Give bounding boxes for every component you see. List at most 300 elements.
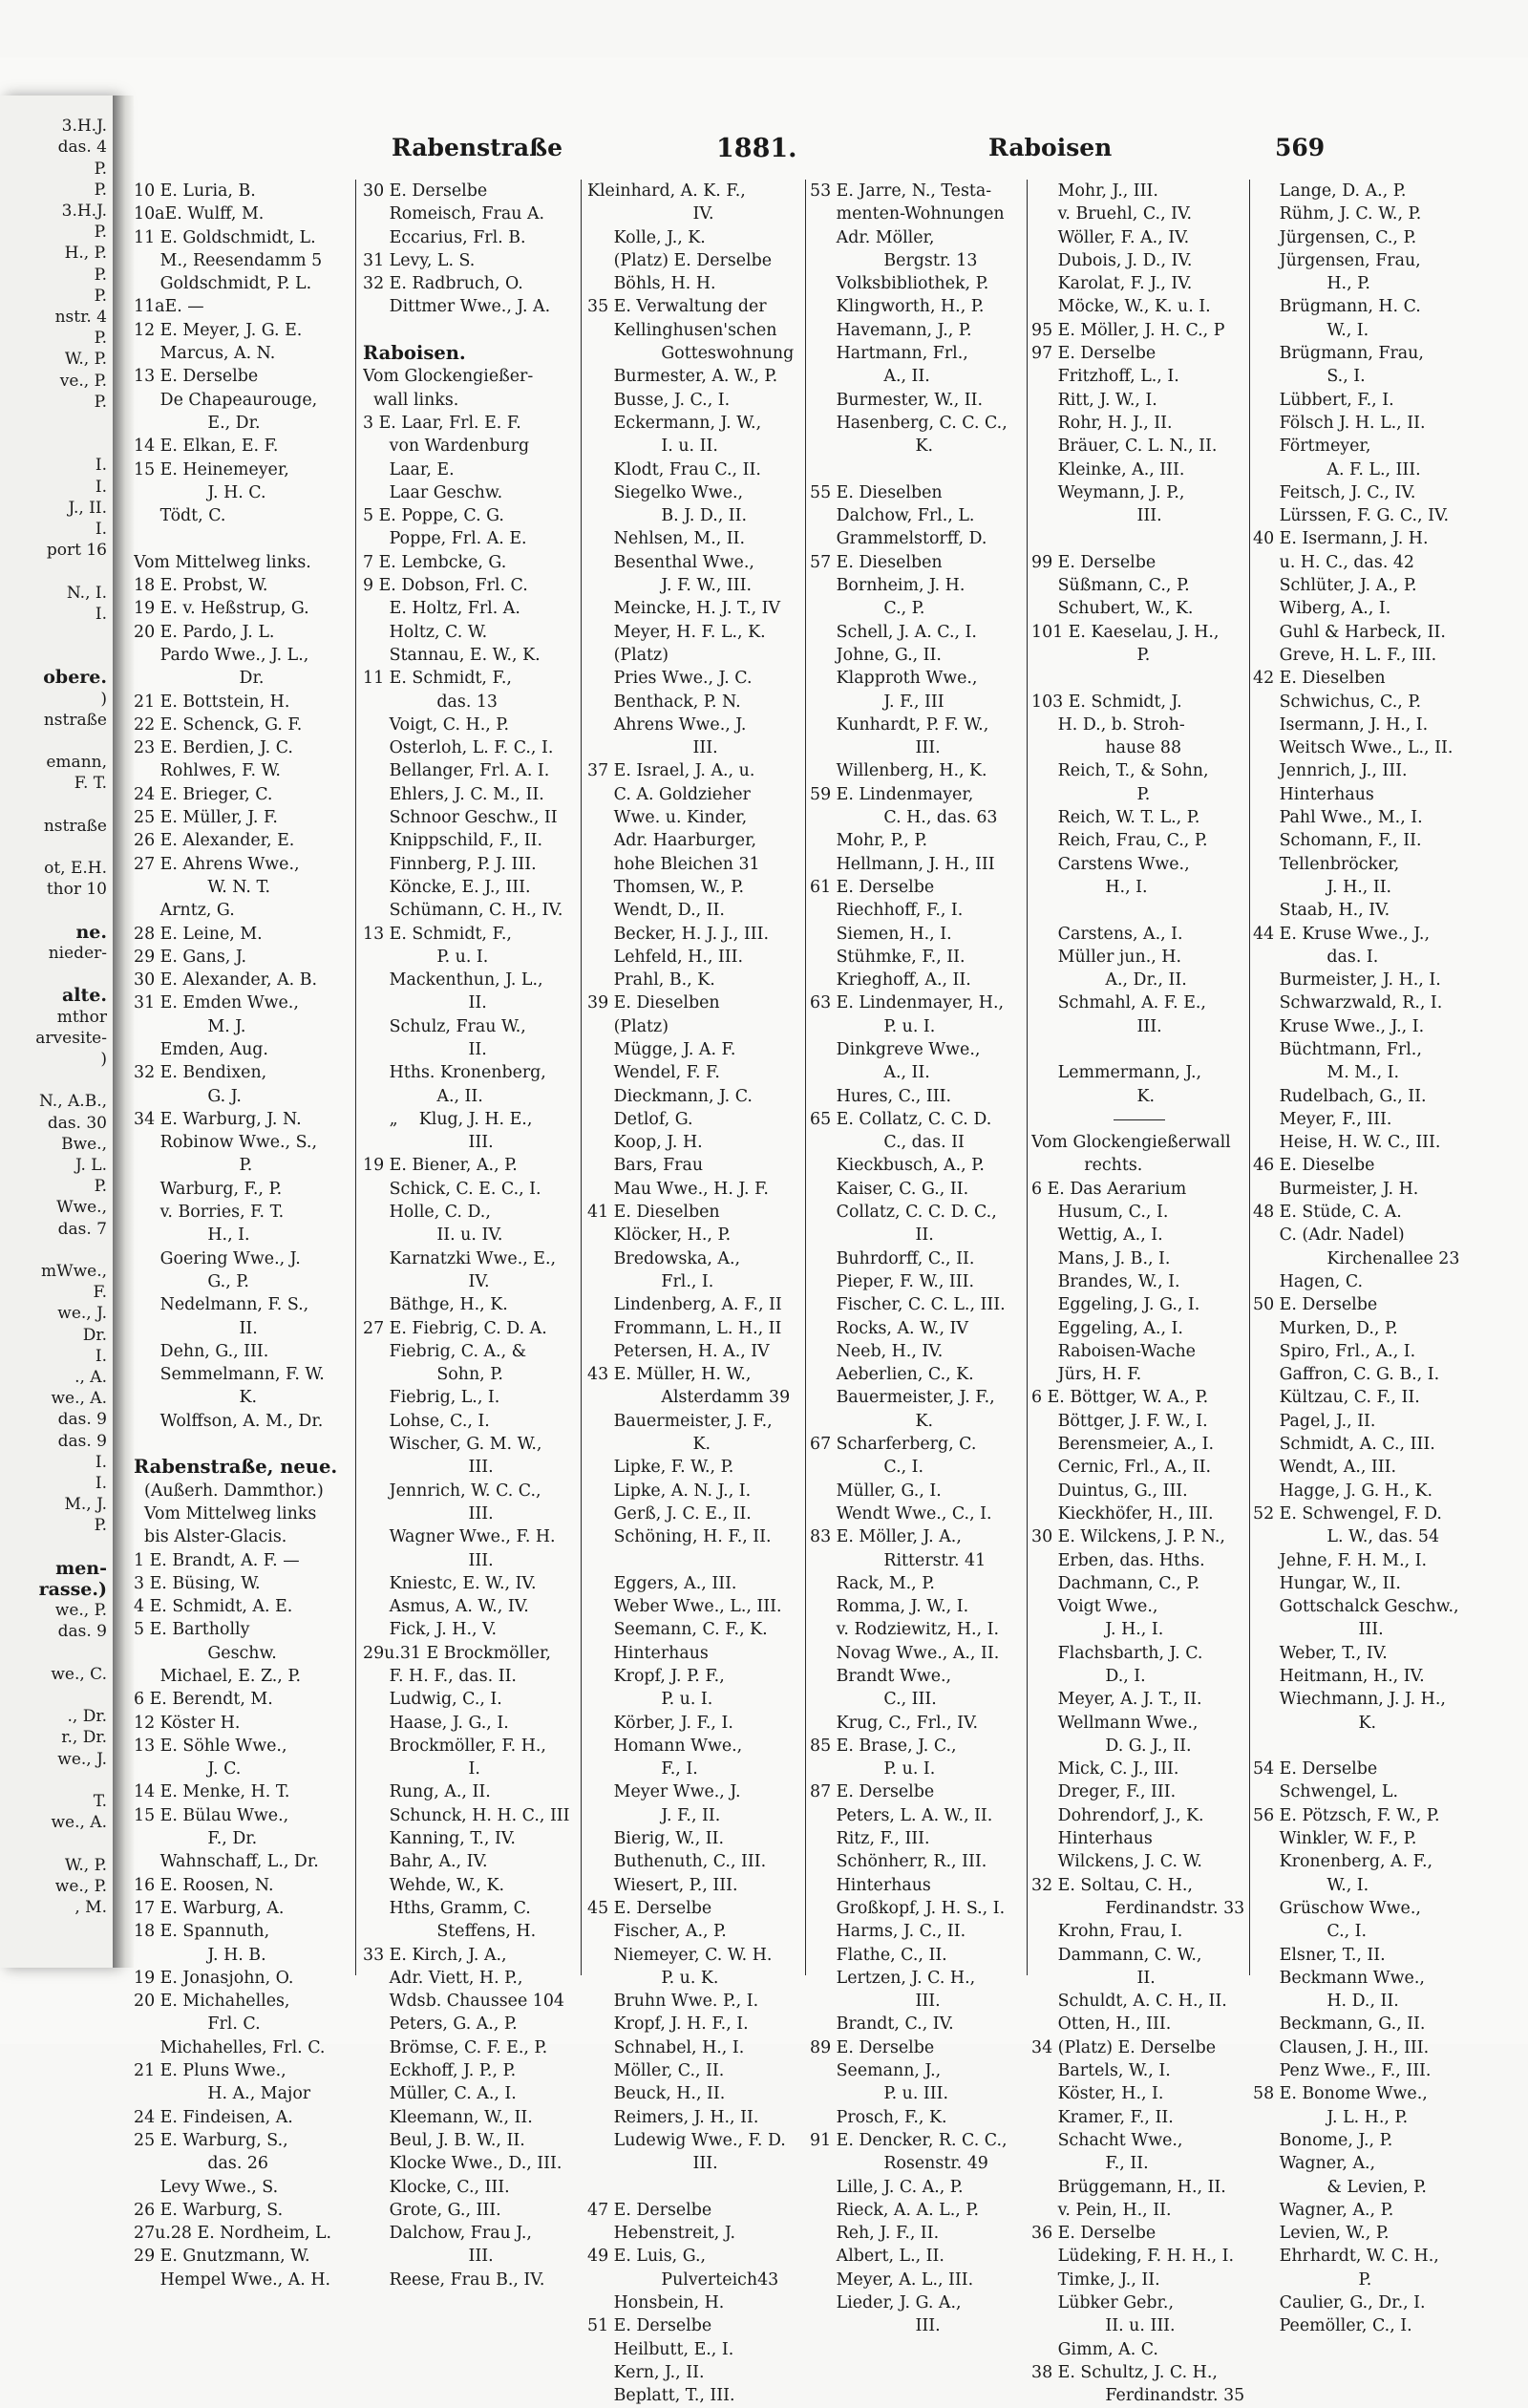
directory-entry: Hungar, W., II. [1253,1573,1401,1593]
prev-page-line: mthor [56,1007,107,1027]
directory-entry: L. W., das. 54 [1253,1527,1440,1547]
column-divider [1027,180,1028,1975]
directory-entry: Bartels, W., I. [1031,2061,1171,2081]
directory-entry: Reich, W. T. L., P. [1031,808,1200,828]
directory-entry: 10 E. Luria, B. [134,181,256,201]
directory-entry: Kellinghusen'schen [587,320,777,340]
directory-entry: Knippschild, F., II. [363,831,543,851]
directory-entry: Murken, D., P. [1253,1318,1398,1338]
directory-entry: Eggeling, J. G., I. [1031,1295,1200,1315]
directory-entry: A., II. [363,1086,483,1106]
directory-entry: Schmahl, A. F. E., [1031,993,1206,1013]
blank-line [1031,1038,1246,1061]
directory-entry: Dehn, G., III. [134,1341,269,1361]
directory-entry: Laar Geschw. [363,482,503,502]
directory-entry: Schulz, Frau W., [363,1016,526,1036]
directory-entry: Finnberg, P. J. III. [363,854,537,874]
directory-entry: Koop, J. H. [587,1133,703,1153]
directory-entry: Krohn, Frau, I. [1031,1922,1183,1942]
directory-entry: Holle, C. D., [363,1203,491,1223]
directory-entry: III. [810,738,941,758]
directory-entry: Reich, Frau, C., P. [1031,831,1208,851]
directory-entry: Buhrdorff, C., II. [810,1248,975,1268]
prev-page-line: we., P. [54,1601,107,1621]
directory-entry: Spiro, Frl., A., I. [1253,1341,1416,1361]
directory-entry: A., II. [810,367,930,387]
directory-entry: Berensmeier, A., I. [1031,1435,1215,1455]
directory-entry: „ Klug, J. H. E., [363,1109,533,1129]
directory-entry: von Wardenburg [363,437,530,457]
directory-entry: Greve, H. L. F., III. [1253,645,1437,665]
directory-entry: Schwarzwald, R., I. [1253,993,1443,1013]
section-heading: Raboisen. [363,342,466,365]
directory-entry: v. Rodziewitz, H., I. [810,1620,999,1640]
directory-entry: 50 E. Derselbe [1253,1295,1378,1315]
directory-entry: Beplatt, T., III. [587,2386,735,2406]
directory-entry: Novag Wwe., A., II. [810,1643,1000,1663]
directory-entry: Jennrich, J., III. [1253,761,1408,781]
directory-entry: P. u. I. [810,1759,936,1779]
prev-page-line: W., P. [64,350,107,370]
directory-entry: Gottschalck Geschw., [1253,1597,1459,1617]
directory-entry: 31 E. Emden Wwe., [134,993,299,1013]
directory-entry: Arntz, G. [134,901,235,921]
prev-page-line: Wwe., [56,1198,107,1218]
directory-entry: Flathe, C., II. [810,1945,947,1965]
directory-entry: Köncke, E. J., III. [363,877,531,897]
directory-entry: Köster, H., I. [1031,2084,1164,2104]
directory-entry: Wöller, F. A., IV. [1031,227,1190,247]
directory-entry: Fick, J. H., V. [363,1620,498,1640]
directory-entry: 7 E. Lembcke, G. [363,552,507,572]
directory-entry: J. F., III [810,692,944,712]
prev-page-line: M., J. [64,1495,107,1515]
directory-entry: Dittmer Wwe., J. A. [363,297,551,317]
directory-entry: 55 E. Dieselben [810,482,943,502]
directory-entry: Wagner, A., [1253,2154,1376,2174]
previous-page-edge [0,96,116,1968]
directory-entry: Haase, J. G., I. [363,1713,509,1733]
directory-entry: Robinow Wwe., S., [134,1133,317,1153]
directory-entry: 6 E. Berendt, M. [134,1690,273,1710]
prev-page-line: I. [95,604,107,624]
directory-entry: Klodt, Frau C., II. [587,459,761,479]
header-year: 1881. [716,134,797,163]
directory-entry: Feitsch, J. C., IV. [1253,482,1416,502]
column-3 [587,180,802,2408]
prev-page-line: F. T. [74,774,107,794]
directory-entry: Bellanger, Frl. A. I. [363,761,550,781]
directory-entry: 10aE. Wulff, M. [134,204,265,224]
directory-entry: Reich, T., & Sohn, [1031,761,1209,781]
directory-entry: Gotteswohnung [587,344,795,364]
directory-entry: F., I. [587,1759,698,1779]
directory-entry: Eggeling, A., I. [1031,1318,1183,1338]
directory-entry: Schönherr, R., III. [810,1852,987,1872]
directory-entry: Kern, J., II. [587,2362,705,2382]
directory-entry: Müller, G., I. [810,1481,942,1501]
directory-entry: Peters, L. A. W., II. [810,1805,993,1825]
directory-entry: Weber, T., IV. [1253,1643,1388,1663]
directory-entry: A., II. [810,1063,930,1083]
directory-entry: wall links. [363,390,459,410]
directory-entry: Kaiser, C. G., II. [810,1179,969,1199]
directory-entry: Alsterdamm 39 [587,1388,791,1408]
directory-entry: P. u. K. [587,1968,719,1988]
directory-entry: II. [363,993,487,1013]
directory-entry: Hths, Gramm, C. [363,1898,531,1918]
prev-page-line: I. [95,1452,107,1472]
directory-entry: J. H. B. [134,1945,266,1965]
directory-entry: 61 E. Derselbe [810,877,935,897]
directory-entry: Husum, C., I. [1031,1203,1169,1223]
directory-entry: 65 E. Collatz, C. C. D. [810,1109,992,1129]
prev-page-line: we., J. [57,1304,107,1324]
directory-entry: Schöning, H. F., II. [587,1527,772,1547]
prev-page-line: I. [95,477,107,497]
directory-entry: Mau Wwe., H. J. F. [587,1179,769,1199]
directory-entry: (Platz) [587,645,668,665]
directory-entry: (Platz) E. Derselbe [587,250,773,270]
directory-entry: 32 E. Bendixen, [134,1063,267,1083]
directory-entry: Riechhoff, F., I. [810,901,964,921]
directory-entry: Rühm, J. C. W., P. [1253,204,1422,224]
directory-entry: 4 E. Schmidt, A. E. [134,1597,293,1617]
directory-entry: Meyer Wwe., J. [587,1782,741,1802]
directory-entry: Albert, L., II. [810,2247,944,2267]
directory-entry: Petersen, H. A., IV [587,1341,770,1361]
directory-entry: III. [810,2316,941,2336]
directory-entry: Ludewig Wwe., F. D. [587,2130,786,2150]
directory-entry: Pulverteich43 [587,2269,779,2290]
prev-page-line: port 16 [46,541,107,561]
directory-entry: Collatz, C. C. D. C., [810,1203,997,1223]
directory-entry: Ritz, F., III. [810,1829,930,1849]
directory-entry: Gimm, A. C. [1031,2339,1158,2359]
directory-entry: P. [1031,645,1151,665]
directory-entry: Klocke Wwe., D., III. [363,2154,562,2174]
directory-entry: Heilbutt, E., I. [587,2339,734,2359]
directory-entry: Lehfeld, H., III. [587,947,744,967]
directory-entry: das. 26 [134,2154,269,2174]
directory-entry: Schomann, F., II. [1253,831,1422,851]
directory-entry: E., Dr. [134,413,261,433]
directory-entry: Jürs, H. F. [1031,1365,1142,1385]
directory-entry: Grammelstorff, D. [810,529,987,549]
directory-entry: 14 E. Elkan, E. F. [134,437,279,457]
page-number: 569 [1275,134,1326,161]
directory-entry: J. F., II. [587,1805,721,1825]
directory-entry: Kronenberg, A. F., [1253,1852,1433,1872]
directory-entry: Ritt, J. W., I. [1031,390,1157,410]
directory-entry: Lübbert, F., I. [1253,390,1394,410]
directory-entry: Wendt Wwe., C., I. [810,1503,992,1524]
prev-page-line: H., P. [64,244,107,264]
directory-entry: II. [363,1039,487,1059]
directory-entry: (Außerh. Dammthor.) [134,1481,324,1501]
prev-page-line: ., A. [74,1368,107,1387]
directory-entry: 31 Levy, L. S. [363,250,476,270]
directory-entry: II. u. IV. [363,1225,503,1246]
directory-entry: rechts. [1031,1156,1143,1176]
directory-entry: 19 E. Jonasjohn, O. [134,1968,294,1988]
directory-entry: 26 E. Warburg, S. [134,2200,284,2220]
directory-entry: Lipke, A. N. J., I. [587,1481,752,1501]
directory-entry: S., I. [1253,367,1366,387]
directory-entry: 21 E. Pluns Wwe., [134,2061,286,2081]
prev-page-line: das. 9 [57,1622,107,1642]
directory-entry: Lüdeking, F. H. H., I. [1031,2247,1235,2267]
directory-entry: B. J. D., II. [587,506,748,526]
directory-entry: Hinterhaus [810,1875,931,1895]
directory-entry: Heitmann, H., IV. [1253,1667,1425,1686]
directory-entry: Schwengel, L. [1253,1782,1398,1802]
directory-entry: Rocks, A. W., IV [810,1318,968,1338]
prev-page-line: men- [55,1557,107,1579]
directory-entry: 15 E. Heinemeyer, [134,459,289,479]
directory-entry: 95 E. Möller, J. H. C., P [1031,320,1225,340]
prev-page-line: we., J. [57,1749,107,1769]
directory-entry: Meyer, A. J. T., II. [1031,1690,1202,1710]
column-divider [805,180,806,1975]
directory-entry: Lemmermann, J., [1031,1063,1202,1083]
prev-page-line: 3.H.J. [61,117,107,137]
directory-entry: II. [1031,1968,1156,1988]
prev-page-line: I. [95,1474,107,1493]
directory-entry: Levy Wwe., S. [134,2177,279,2197]
directory-entry: Schuldt, A. C. H., II. [1031,1992,1227,2012]
directory-entry: Wagner, A., P. [1253,2200,1394,2220]
directory-entry: Adr. Haarburger, [587,831,757,851]
directory-entry: Ehlers, J. C. M., II. [363,784,544,804]
directory-entry: Caulier, G., Dr., I. [1253,2293,1426,2313]
prev-page-line: das. 9 [57,1410,107,1430]
directory-entry: Pieper, F. W., III. [810,1271,975,1291]
directory-entry: Pardo Wwe., J. L., [134,645,309,665]
directory-entry: Carstens, A., I. [1031,924,1183,944]
blank-line [134,527,349,550]
directory-entry: hohe Bleichen 31 [587,854,760,874]
directory-entry: Möcke, W., K. u. I. [1031,297,1211,317]
directory-entry: 12 E. Meyer, J. G. E. [134,320,303,340]
directory-entry: III. [363,1550,494,1570]
directory-entry: P. u. I. [363,947,489,967]
directory-entry: Brandes, W., I. [1031,1271,1180,1291]
directory-entry: Michael, E. Z., P. [134,1667,302,1686]
directory-entry: 13 E. Schmidt, F., [363,924,512,944]
directory-entry: Emden, Aug. [134,1039,268,1059]
directory-entry: Klapproth Wwe., [810,669,978,689]
directory-entry: 18 E. Probst, W. [134,576,268,596]
directory-entry: Weitsch Wwe., L., II. [1253,738,1454,758]
directory-entry: 48 E. Stüde, C. A. [1253,1203,1402,1223]
directory-entry: Clausen, J. H., III. [1253,2037,1430,2057]
directory-entry: Reh, J. F., II. [810,2224,940,2244]
directory-entry: Buthenuth, C., III. [587,1852,767,1872]
directory-entry: Müller, C. A., I. [363,2084,517,2104]
prev-page-line: 3.H.J. [61,202,107,221]
directory-entry: Förtmeyer, [1253,437,1371,457]
prev-page-line: J., II. [68,498,107,518]
directory-entry: Benthack, P. N. [587,692,741,712]
directory-entry: 97 E. Derselbe [1031,344,1157,364]
directory-entry: II. [134,1318,258,1338]
directory-entry: 103 E. Schmidt, J. [1031,692,1182,712]
directory-entry: Rudelbach, G., II. [1253,1086,1427,1106]
prev-page-line: thor 10 [46,880,107,900]
directory-entry: Wettig, A., I. [1031,1225,1163,1246]
directory-entry: W. N. T. [134,877,271,897]
directory-entry: 24 E. Brieger, C. [134,784,273,804]
directory-entry: Meyer, A. L., III. [810,2269,974,2290]
directory-entry: Stannau, E. W., K. [363,645,541,665]
directory-entry: Ehrhardt, W. C. H., [1253,2247,1439,2267]
directory-entry: Kirchenallee 23 [1253,1248,1460,1268]
directory-entry: I. u. II. [587,437,718,457]
directory-entry: 34 E. Warburg, J. N. [134,1109,302,1129]
directory-entry: 20 E. Pardo, J. L. [134,622,275,642]
book-gutter [113,96,134,1968]
directory-entry: 41 E. Dieselben [587,1203,720,1223]
directory-entry: 37 E. Israel, J. A., u. [587,761,755,781]
directory-entry: Hasenberg, C. C. C., [810,413,1008,433]
directory-entry: K. [587,1435,711,1455]
directory-entry: Klingworth, H., P. [810,297,985,317]
prev-page-line: we., A. [51,1389,107,1409]
directory-entry: das. I. [1253,947,1379,967]
directory-entry: Nedelmann, F. S., [134,1295,309,1315]
directory-entry: Schacht Wwe., [1031,2130,1183,2150]
directory-entry: 43 E. Müller, H. W., [587,1365,752,1385]
directory-entry: Wiberg, A., I. [1253,599,1391,619]
directory-entry: F., II. [1031,2154,1149,2174]
blank-line [1031,667,1246,690]
prev-page-line: ot, E.H. [44,859,107,879]
column-6 [1253,180,1477,2338]
directory-entry: Kültzau, C. F., II. [1253,1388,1420,1408]
directory-entry: 56 E. Pötzsch, F. W., P. [1253,1805,1440,1825]
directory-entry: C. A. Goldzieher [587,784,751,804]
directory-entry: Hinterhaus [1031,1829,1153,1849]
blank-line [134,1433,349,1456]
directory-entry: 54 E. Derselbe [1253,1759,1378,1779]
directory-entry: 30 E. Wilckens, J. P. N., [1031,1527,1225,1547]
directory-entry: J. H., I. [1031,1620,1164,1640]
directory-entry: K. [1253,1713,1377,1733]
prev-page-line: Bwe., [61,1134,107,1154]
directory-entry: 58 E. Bonome Wwe., [1253,2084,1428,2104]
directory-entry: 51 E. Derselbe [587,2316,712,2336]
directory-entry: Brüggemann, H., II. [1031,2177,1226,2197]
directory-entry: Bräuer, C. L. N., II. [1031,437,1218,457]
directory-entry: 25 E. Müller, J. F. [134,808,278,828]
directory-entry: 11 E. Goldschmidt, L. [134,227,316,247]
directory-entry: 3 E. Laar, Frl. E. F. [363,413,521,433]
directory-entry: 57 E. Dieselben [810,552,943,572]
directory-entry: W., I. [1253,1875,1369,1895]
directory-entry: Kunhardt, P. F. W., [810,714,989,735]
prev-page-line: we., C. [51,1664,107,1684]
prev-page-line: ne. [75,921,107,943]
directory-entry: Brügmann, H. C. [1253,297,1421,317]
directory-entry: J. L. H., P. [1253,2107,1409,2127]
directory-entry: Hinterhaus [1253,784,1374,804]
directory-entry: Adr. Viett, H. P., [363,1968,523,1988]
directory-entry: Voigt, C. H., P. [363,714,510,735]
directory-entry: E. Holtz, Frl. A. [363,599,520,619]
directory-entry: Tellenbröcker, [1253,854,1400,874]
prev-page-line: ve., P. [59,371,107,391]
directory-entry: Poppe, Frl. A. E. [363,529,527,549]
directory-entry: 85 E. Brase, J. C., [810,1736,957,1756]
directory-entry: 3 E. Büsing, W. [134,1573,261,1593]
directory-entry: Bonome, J., P. [1253,2130,1393,2150]
directory-entry: Krug, C., Frl., IV. [810,1713,979,1733]
directory-entry: das. 13 [363,692,499,712]
directory-entry: Frl., I. [587,1271,714,1291]
directory-entry: 28 E. Leine, M. [134,924,263,944]
directory-entry: Kramer, F., II. [1031,2107,1174,2127]
directory-entry: Homann Wwe., [587,1736,743,1756]
directory-entry: 83 E. Möller, J. A., [810,1527,962,1547]
directory-entry: Jürgensen, C., P. [1253,227,1417,247]
directory-entry: Siegelko Wwe., [587,482,744,502]
directory-entry: Asmus, A. W., IV. [363,1597,529,1617]
prev-page-line: obere. [43,667,107,689]
directory-entry: Hures, C., III. [810,1086,951,1106]
directory-entry: 23 E. Berdien, J. C. [134,738,293,758]
directory-entry: H. D., b. Stroh- [1031,714,1185,735]
directory-entry: Seemann, C. F., K. [587,1620,768,1640]
directory-entry: 39 E. Dieselben [587,993,720,1013]
directory-entry: Romeisch, Frau A. [363,204,545,224]
directory-entry: Meyer, H. F. L., K. [587,622,766,642]
directory-entry: bis Alster-Glacis. [134,1527,287,1547]
directory-entry: Fritzhoff, L., I. [1031,367,1179,387]
directory-entry: 13 E. Derselbe [134,367,259,387]
directory-entry: (Platz) [587,1016,668,1036]
directory-entry: H. D., II. [1253,1992,1399,2012]
directory-entry: 52 E. Schwengel, F. D. [1253,1503,1442,1524]
prev-page-line: Dr. [82,1325,107,1345]
directory-entry: Süßmann, C., P. [1031,576,1190,596]
directory-entry: Hinterhaus [587,1643,709,1663]
directory-entry: Fischer, A., P. [587,1922,727,1942]
directory-entry: Wendel, F. F. [587,1063,720,1083]
directory-entry: Jehne, F. H. M., I. [1253,1550,1428,1570]
directory-entry: C., I. [810,1458,924,1478]
directory-entry: 53 E. Jarre, N., Testa- [810,181,992,201]
directory-entry: Kieckbusch, A., P. [810,1156,985,1176]
directory-entry: Mick, C. J., III. [1031,1759,1179,1779]
directory-entry: 5 E. Bartholly [134,1620,250,1640]
directory-entry: A. F. L., III. [1253,459,1421,479]
prev-page-line: P. [94,1516,107,1536]
directory-entry: Sohn, P. [363,1365,503,1385]
directory-entry: Lohse, C., I. [363,1411,490,1431]
section-rule [1031,1108,1246,1131]
directory-entry: 45 E. Derselbe [587,1898,712,1918]
directory-entry: Lürssen, F. G. C., IV. [1253,506,1450,526]
directory-entry: F., Dr. [134,1829,258,1849]
directory-entry: Bäthge, H., K. [363,1295,508,1315]
directory-entry: Havemann, J., P. [810,320,972,340]
directory-entry: Kniestc, E. W., IV. [363,1573,537,1593]
directory-entry: C. H., das. 63 [810,808,998,828]
directory-entry: 6 E. Böttger, W. A., P. [1031,1388,1209,1408]
directory-entry: Volksbibliothek, P. [810,274,989,294]
directory-entry: III. [363,1133,494,1153]
